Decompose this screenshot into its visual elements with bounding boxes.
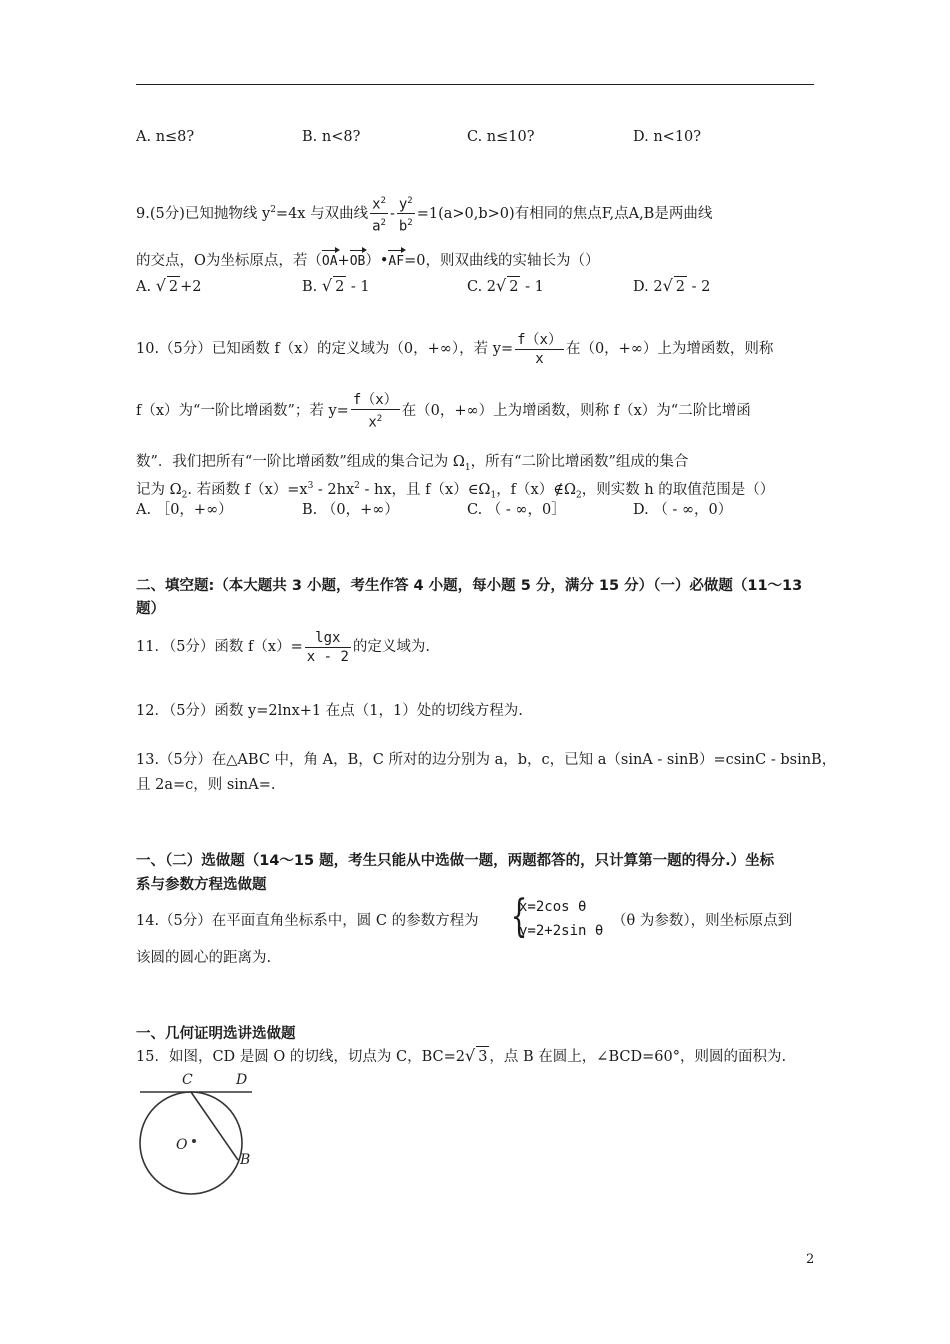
q9-line1: 9.(5分)已知抛物线 $y^2=4x$ 与双曲线 $\frac{x^2}{a^2}$ - $\frac{y^2}{b^2}$ =1(a>0,b>0)有相同的焦点F,点A,B是两曲线 [136,182,712,242]
q8-option-a: A. n≤8? [136,129,195,145]
q9-option-d: D. 2√ 2 - 2 [633,276,711,295]
section-geometry-heading: 一、几何证明选讲选做题 [136,1026,296,1042]
q10-option-c: C. （ - ∞，0］ [467,502,566,518]
vector-af: AF [388,250,404,272]
q14-line2: 该圆的圆心的距离为. [136,950,272,966]
q10-option-d: D. （ - ∞，0） [633,502,733,518]
left-brace: { [510,891,528,942]
label-o: O [176,1137,188,1153]
label-d: D [236,1072,248,1088]
q9-line2: 的交点，O为坐标原点，若（OA+OB）•AF=0，则双曲线的实轴长为（） [136,250,599,272]
q14-eq-y: y=2+2sin θ [519,923,604,939]
chord-bc [191,1092,238,1160]
q13-line1: 13.（5分）在△ABC 中，角 A，B，C 所对的边分别为 a，b，c，已知 a（sinA - sinB）=csinC - bsinB， [136,752,837,768]
q9-frac-x2-a2: $\frac{x^2}{a^2}$ [370,192,388,236]
q12-line: 12．（5分）函数 y=2lnx+1 在点（1，1）处的切线方程为. [136,703,523,719]
q8-option-b: B. n<8? [302,129,361,145]
q9-frac-y2-b2: $\frac{y^2}{b^2}$ [397,192,415,236]
section-fill-in-heading-cont: 题） [136,601,165,617]
q10-line2: f（x）为“一阶比增函数”；若 y= $\frac{f(x)}{x^2}$ 在（0，+∞）上为增函数，则称 f（x）为“二阶比增函 [136,391,751,431]
q14-eq-x: x=2cos θ [519,899,587,915]
q10-line1: 10.（5分）已知函数 f（x）的定义域为（0，+∞），若 y= $\frac{f(x)}{x}$ 在（0，+∞）上为增函数，则称 [136,331,774,367]
q15-line: 15．如图，CD 是圆 O 的切线，切点为 C，BC=2√ 3 ，点 B 在圆上，∠BCD=60°，则圆的面积为. [136,1046,787,1065]
vector-ob: OB [350,250,366,272]
center-dot [192,1139,196,1143]
q11-frac-lgx: $\frac{\lg x}{x - 2}$ [306,629,349,665]
section-elective-heading: 一、（二）选做题（14～15 题，考生只能从中选做一题，两题都答的，只计算第一题的得分.）坐标 [136,853,775,869]
q10-frac-fx-x2: $\frac{f(x)}{x^2}$ [352,391,398,431]
q9-option-a: A. √ 2 +2 [136,276,202,295]
label-c: C [182,1072,193,1088]
q8-option-c: C. n≤10? [467,129,535,145]
q11-line: 11．（5分）函数 f（x）= $\frac{\lg x}{x - 2}$ 的定义域为. [136,629,430,665]
vector-oa: OA [322,250,338,272]
q10-option-a: A. ［0，+∞） [136,502,233,518]
q10-line3: 数”．我们把所有“一阶比增函数”组成的集合记为 $\Omega_1$，所有“二阶比增函数”组成的集合 [136,454,689,473]
label-b: B [240,1152,251,1168]
q10-line4: 记为 $\Omega_2$. 若函数 $f(x)=x^3 - 2hx^2$ - hx，且 $f(x)\in\Omega_1$，$f(x)\notin\Omega_2$，则实数 h 的取值范围是（） [136,481,775,501]
section-elective-heading-cont: 系与参数方程选做题 [136,877,267,893]
page-number: 2 [806,1252,815,1267]
q14-line1: 14.（5分）在平面直角坐标系中，圆 C 的参数方程为 [136,913,479,929]
q13-line2: 且 2a=c，则 sinA=. [136,777,276,793]
header-rule [136,84,814,85]
q8-option-d: D. n<10? [633,129,702,145]
q10-frac-fx-x: $\frac{f(x)}{x}$ [517,331,562,367]
q14-line1-tail: （θ 为参数），则坐标原点到 [612,913,793,929]
section-fill-in-heading: 二、填空题:（本大题共 3 小题，考生作答 4 小题，每小题 5 分，满分 15 分）（一）必做题（11～13 [136,578,803,594]
q15-circle-figure [136,1070,260,1196]
q10-option-b: B. （0，+∞） [302,502,399,518]
q9-option-b: B. √ 2 - 1 [302,276,370,295]
q9-option-c: C. 2√ 2 - 1 [467,276,544,295]
